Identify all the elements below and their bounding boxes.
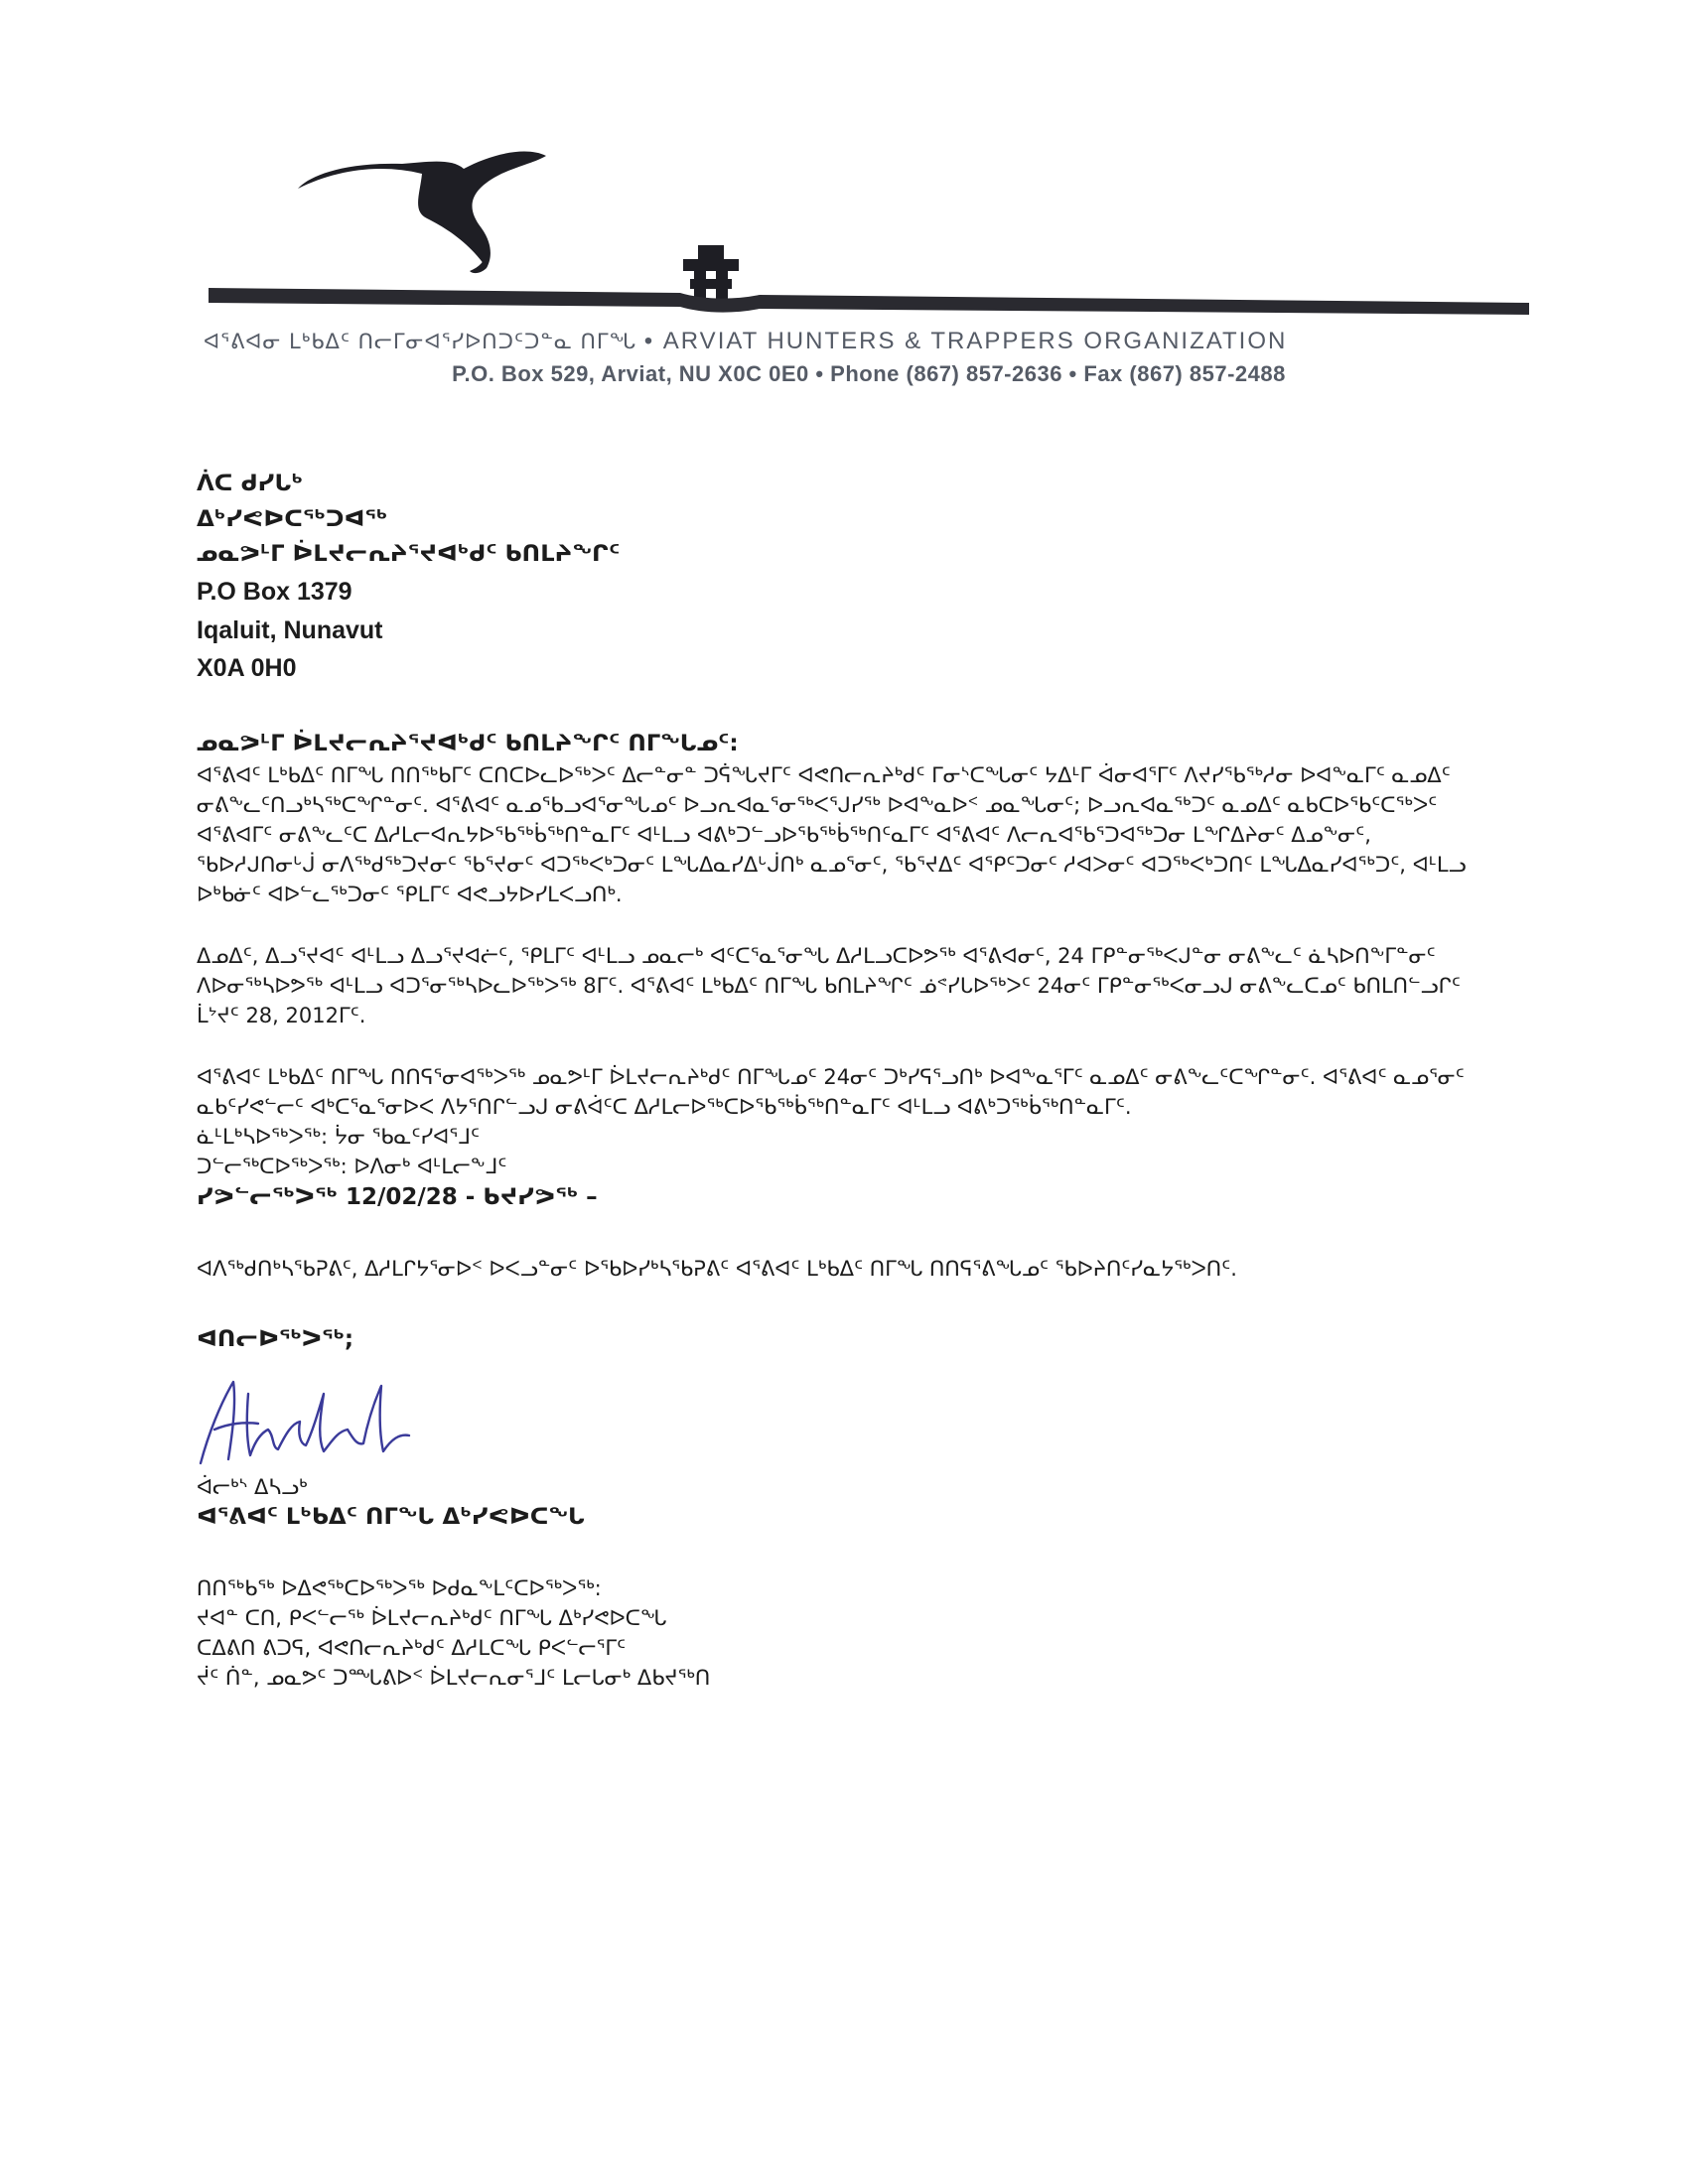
motion-moved: [197, 1122, 1473, 1152]
motion-date-label: ᓯᕗᓪᓕᖅᐳᖅ: [197, 1184, 338, 1211]
recipient-organization: ᓄᓇᕗᒻᒥ ᐆᒪᔪᓕᕆᔨᕐᔪᐊᒃᑯᑦ ᑲᑎᒪᔨᖏᑦ: [197, 541, 621, 568]
org-name-english: • ARVIAT HUNTERS & TRAPPERS ORGANIZATION: [643, 328, 1288, 354]
moved-label: ᓈᒻᒪᒃᓴᐅᖅᐳᖅ:: [197, 1125, 329, 1150]
moved-name: ᔮᓂ ᖃᓇᑦᓯᐊᕐᒧᑦ: [334, 1125, 481, 1150]
motion-date-line: [197, 1181, 1473, 1214]
recipient-postal-code: X0A 0H0: [197, 654, 297, 683]
seconded-name: ᐅᐱᓂᒃ ᐊᒻᒪᓕᖕᒧᑦ: [353, 1155, 507, 1179]
organization-name-line: [204, 328, 1534, 355]
signatory-title: ᐊᕐᕕᐊᑦ ᒪᒃᑲᐃᑦ ᑎᒥᖓ ᐃᒃᓯᕙᐅᑕᖓ: [197, 1504, 586, 1531]
goose-inukshuk-logo: [204, 144, 1534, 323]
paragraph-3: ᐊᕐᕕᐊᑦ ᒪᒃᑲᐃᑦ ᑎᒥᖓ ᑎᑎᕋᕐᓂᐊᖅᐳᖅ ᓄᓇᕗᒻᒥ ᐆᒪᔪᓕᕆᔨᒃᑯᑦ ᑎᒥᖓᓄᑦ 24ᓂᑦ ᑐᒃᓯᕋᕐᓗᑎᒃ ᐅᐊᖕᓇᕐᒥᑦ ᓇᓄᐃᑦ ᓂᕕᖕᓚᑦᑕᖏᓐᓂᑦ. ᐊᕐᕕᐊᑦ ᓇᓄᕐᓂᑦ ᓇᑲᑦᓯᕙᓪᓕᑦ ᐊᒃᑕᕐᓇᕐᓂᐅᐸ ᐱᔭᕐᑎᒋᓪᓗᒍ ᓂᕕᐋᑦᑕ ᐃᓱᒪᓕᐅᖅᑕᐅᖃᖅᑳᖅᑎᓐᓇᒥᑦ ᐊᒻᒪᓗ ᐊᕕᒃᑐᖅᑳᖅᑎᓐᓇᒥᑦ.: [197, 1065, 1465, 1120]
paragraph-1: ᐊᕐᕕᐊᑦ ᒪᒃᑲᐃᑦ ᑎᒥᖓ ᑎᑎᖅᑲᒥᑦ ᑕᑎᑕᐅᓚᐅᖅᐳᑦ ᐃᓕᓐᓂᓐ ᑐᕌᖓᔪᒥᑦ ᐊᕙᑎᓕᕆᔨᒃᑯᑦ ᒥᓂᔅᑕᖓᓂᑦ ᔭᐃᒻᒥ ᐋᓂᐊᕐᒥᑦ ᐱᔪᓯᖃᖅᓱᓂ ᐅᐊᖕᓇᒥᑦ ᓇᓄᐃᑦ ᓂᕕᖕᓚᑦᑎᓗᒃᓴᖅᑕᖏᓐᓂᑦ. ᐊᕐᕕᐊᑦ ᓇᓄᖃᓗᐊᕐᓂᖓᓄᑦ ᐅᓗᕆᐊᓇᕐᓂᖅᐸᕐᒍᓯᖅ ᐅᐊᖕᓇᐅᑉ ᓄᓇᖓᓂᑦ; ᐅᓗᕆᐊᓇᖅᑐᑦ ᓇᓄᐃᑦ ᓇᑲᑕᐅᖃᑦᑕᖅᐳᑦ ᐊᕐᕕᐊᒥᑦ ᓂᕕᖕᓚᑦᑕ ᐃᓱᒪᓕᐊᕆᔭᐅᖃᖅᑳᖅᑎᓐᓇᒥᑦ ᐊᒻᒪᓗ ᐊᕕᒃᑐᓪᓗᐅᖃᖅᑳᖅᑎᑦᓇᒥᑦ ᐊᕐᕕᐊᑦ ᐱᓕᕆᐊᖃᕐᑐᐊᖅᑐᓂ ᒪᖏᐃᔨᓂᑦ ᐃᓄᖕᓂᑦ, ᖃᐅᓱᒍᑎᓂᒡᒎ ᓂᐱᖅᑯᖅᑐᔪᓂᑦ ᖃᕐᔪᓂᑦ ᐊᑐᖅᐸᒃᑐᓂᑦ ᒪᖓᐃᓇᓯᐃᒡᒎᑎᒃ ᓇᓄᕐᓂᑦ, ᖃᕐᔪᐃᑦ ᐊᕿᑦᑐᓂᑦ ᓱᐊᐳᓂᑦ ᐊᑐᖅᐸᒃᑐᑎᑦ ᒪᖓᐃᓇᓯᐊᖅᑐᑦ, ᐊᒻᒪᓗ ᐅᒃᑲᓃᑦ ᐊᐅᓪᓚᖅᑐᓂᑦ ᕿᒪᒥᑦ ᐊᕙᓗᔭᐅᓯᒪᐸᓗᑎᒃ.: [197, 763, 1467, 907]
cc-label: ᑎᑎᖅᑲᖅ ᐅᐃᕙᖅᑕᐅᖅᐳᖅ ᐅᑯᓇᖕᒪᑦᑕᐅᖅᐳᖅ:: [197, 1576, 602, 1601]
recipient-po-box: P.O Box 1379: [197, 577, 352, 606]
motion-date-value: 12/02/28: [345, 1184, 458, 1211]
motion-seconded: [197, 1152, 1473, 1181]
recipient-city: Iqaluit, Nunavut: [197, 615, 383, 644]
sign-off: ᐊᑎᓕᐅᖅᐳᖅ;: [197, 1326, 354, 1353]
recipient-name: ᐲᑕ ᑯᓯᒐᒃ: [197, 471, 304, 496]
cc-recipient: ᔪᐊᓐ ᑕᑎ, ᑭᐸᓪᓕᖅ ᐆᒪᔪᓕᕆᔨᒃᑯᑦ ᑎᒥᖓ ᐃᒃᓯᕙᐅᑕᖓ: [197, 1606, 667, 1631]
recipient-title: ᐃᒃᓯᕙᐅᑕᖅᑐᐊᖅ: [197, 505, 388, 532]
seconded-label: ᑐᓪᓕᖅᑕᐅᖅᐳᖅ:: [197, 1155, 348, 1179]
handwritten-signature: [189, 1364, 417, 1473]
salutation: ᓄᓇᕗᒻᒥ ᐆᒪᔪᓕᕆᔨᕐᔪᐊᒃᑯᑦ ᑲᑎᒪᔨᖏᑦ ᑎᒥᖓᓄᑦ:: [197, 731, 739, 757]
org-name-syllabics: ᐊᕐᕕᐊᓂ ᒪᒃᑲᐃᑦ ᑎᓕᒥᓂᐊᕐᓯᐅᑎᑐᑦᑐᓐᓇ ᑎᒥᖓ: [204, 330, 637, 353]
cc-recipient: ᑕᐃᕕᑎ ᕕᑐᕋ, ᐊᕙᑎᓕᕆᔨᒃᑯᑦ ᐃᓱᒪᑕᖓ ᑭᐸᓪᓕᕐᒥᑦ: [197, 1636, 627, 1661]
org-contact-line: P.O. Box 529, Arviat, NU X0C 0E0 • Phone (867) 857-2636 • Fax (867) 857-2488: [452, 361, 1286, 386]
cc-recipient: ᔫᑦ ᑏᓐ, ᓄᓇᕗᑦ ᑐᙵᕕᐅᑉ ᐆᒪᔪᓕᕆᓂᕐᒧᑦ ᒪᓕᒐᓂᒃ ᐃᑲᔪᖅᑎ: [197, 1666, 711, 1691]
letter-body: [197, 467, 1473, 1693]
motion-result: - ᑲᔪᓯᕗᖅ –: [465, 1184, 598, 1211]
paragraph-2: ᐃᓄᐃᑦ, ᐃᓗᕐᔪᐊᑦ ᐊᒻᒪᓗ ᐃᓗᕐᔪᐊᓖᑦ, ᕿᒪᒥᑦ ᐊᒻᒪᓗ ᓄᓇᓕᒃ ᐊᑦᑕᕐᓇᕐᓂᖓ ᐃᓱᒪᓗᑕᐅᕗᖅ ᐊᕐᕕᐊᓂᑦ, 24 ᒥᑭᓐᓂᖅᐸᒍᓐᓂ ᓂᕕᖕᓚᑦ ᓈᓴᐅᑎᖕᒥᓐᓂᑦ ᐱᐅᓂᖅᓴᐅᕗᖅ ᐊᒻᒪᓗ ᐊᑐᕐᓂᖅᓴᐅᓚᐅᖅᐳᖅ 8ᒥᑦ. ᐊᕐᕕᐊᑦ ᒪᒃᑲᐃᑦ ᑎᒥᖓ ᑲᑎᒪᔨᖏᑦ ᓅᕝᓯᒐᐅᖅᐳᑦ 24ᓂᑦ ᒥᑭᓐᓂᖅᐸᓂᓗᒍ ᓂᕕᖕᓚᑕᓄᑦ ᑲᑎᒪᑎᓪᓗᒋᑦ ᒫᔾᔪᑦ 28, 2012ᒥᑦ.: [197, 944, 1461, 1028]
signatory-name: ᐋᓕᒃᔅ ᐃᓴᓗᒃ: [197, 1475, 308, 1499]
closing-paragraph: ᐊᐱᖅᑯᑎᒃᓴᖃᕈᕕᑦ, ᐃᓱᒪᒋᔭᕐᓂᐅᑉ ᐅᐸᓗᓐᓂᑦ ᐅᖃᐅᓯᒃᓴᖃᕈᕕᑦ ᐊᕐᕕᐊᑦ ᒪᒃᑲᐃᑦ ᑎᒥᖓ ᑎᑎᕋᕐᕕᖓᓄᑦ ᖃᐅᔨᑎᑦᓯᓇᔭᖅᐳᑎᑦ.: [197, 1257, 1237, 1282]
recipient-address: [197, 467, 1473, 688]
